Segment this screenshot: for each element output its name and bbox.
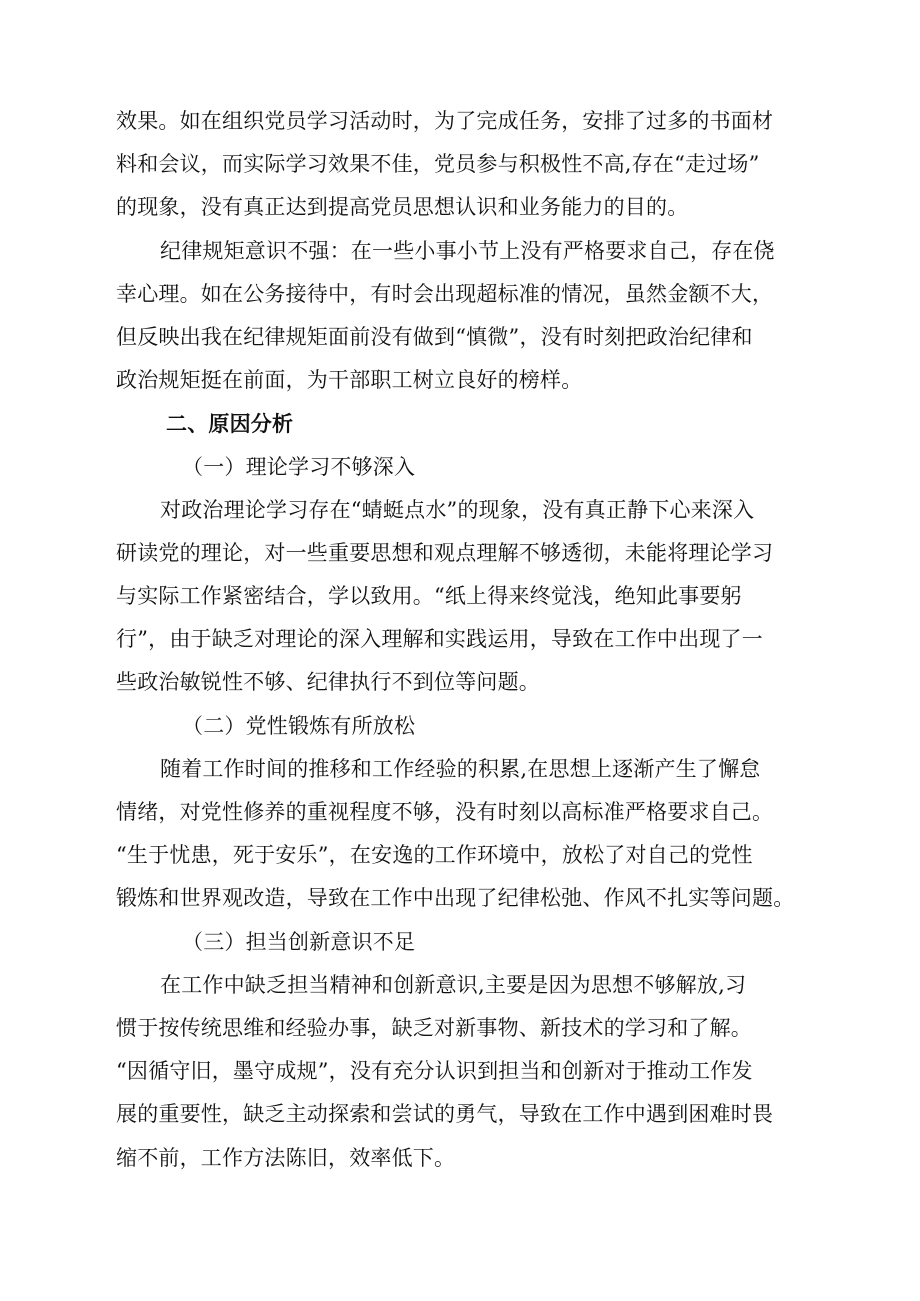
paragraph-line: 的现象，没有真正达到提高党员思想认识和业务能力的目的。 [116,195,689,220]
paragraph-line: “生于忧患，死于安乐”，在安逸的工作环境中，放松了对自己的党性 [116,843,753,868]
paragraph-line: 在工作中缺乏担当精神和创新意识,主要是因为思想不够解放,习 [160,972,747,997]
paragraph-line: 些政治敏锐性不够、纪律执行不到位等问题。 [116,670,540,695]
paragraph-line: 效果。如在组织党员学习活动时，为了完成任务，安排了过多的书面材 [116,109,774,133]
paragraph-line: 随着工作时间的推移和工作经验的积累,在思想上逐渐产生了懈怠 [160,756,761,781]
paragraph-line: 对政治理论学习存在“蜻蜓点水”的现象，没有真正静下心来深入 [160,497,755,522]
paragraph-line: 行”，由于缺乏对理论的深入理解和实践运用，导致在工作中出现了一 [116,627,763,652]
subsection-title: （一）理论学习不够深入 [182,454,416,479]
paragraph-line: 惯于按传统思维和经验办事，缺乏对新事物、新技术的学习和了解。 [116,1015,752,1040]
paragraph-line: 研读党的理论，对一些重要思想和观点理解不够透彻，未能将理论学习 [116,540,774,565]
paragraph-line: 纪律规矩意识不强：在一些小事小节上没有严格要求自己，存在侥 [160,238,775,263]
paragraph-line: 政治规矩挺在前面，为干部职工树立良好的榜样。 [116,368,583,393]
section-heading: 二、原因分析 [166,411,294,437]
paragraph-line: 缩不前，工作方法陈旧，效率低下。 [116,1145,456,1170]
paragraph-line: “因循守旧，墨守成规”，没有充分认识到担当和创新对于推动工作发 [116,1059,753,1084]
paragraph-line: 展的重要性，缺乏主动探索和尝试的勇气，导致在工作中遇到困难时畏 [116,1102,774,1127]
paragraph-line: 但反映出我在纪律规矩面前没有做到“慎微”，没有时刻把政治纪律和 [116,324,753,349]
subsection-title: （三）担当创新意识不足 [182,929,416,954]
paragraph-line: 与实际工作紧密结合，学以致用。“纸上得来终觉浅，绝知此事要躬 [116,584,742,609]
paragraph-line: 幸心理。如在公务接待中，有时会出现超标准的情况，虽然金额不大， [116,281,774,306]
subsection-title: （二）党性锻炼有所放松 [182,713,416,738]
paragraph-line: 情绪，对党性修养的重视程度不够，没有时刻以高标准严格要求自己。 [116,800,774,824]
document-body [116,100,836,1180]
paragraph-line: 锻炼和世界观改造，导致在工作中出现了纪律松弛、作风不扎实等问题。 [116,886,795,911]
paragraph-line: 料和会议，而实际学习效果不佳，党员参与积极性不高,存在“走过场” [116,152,760,177]
